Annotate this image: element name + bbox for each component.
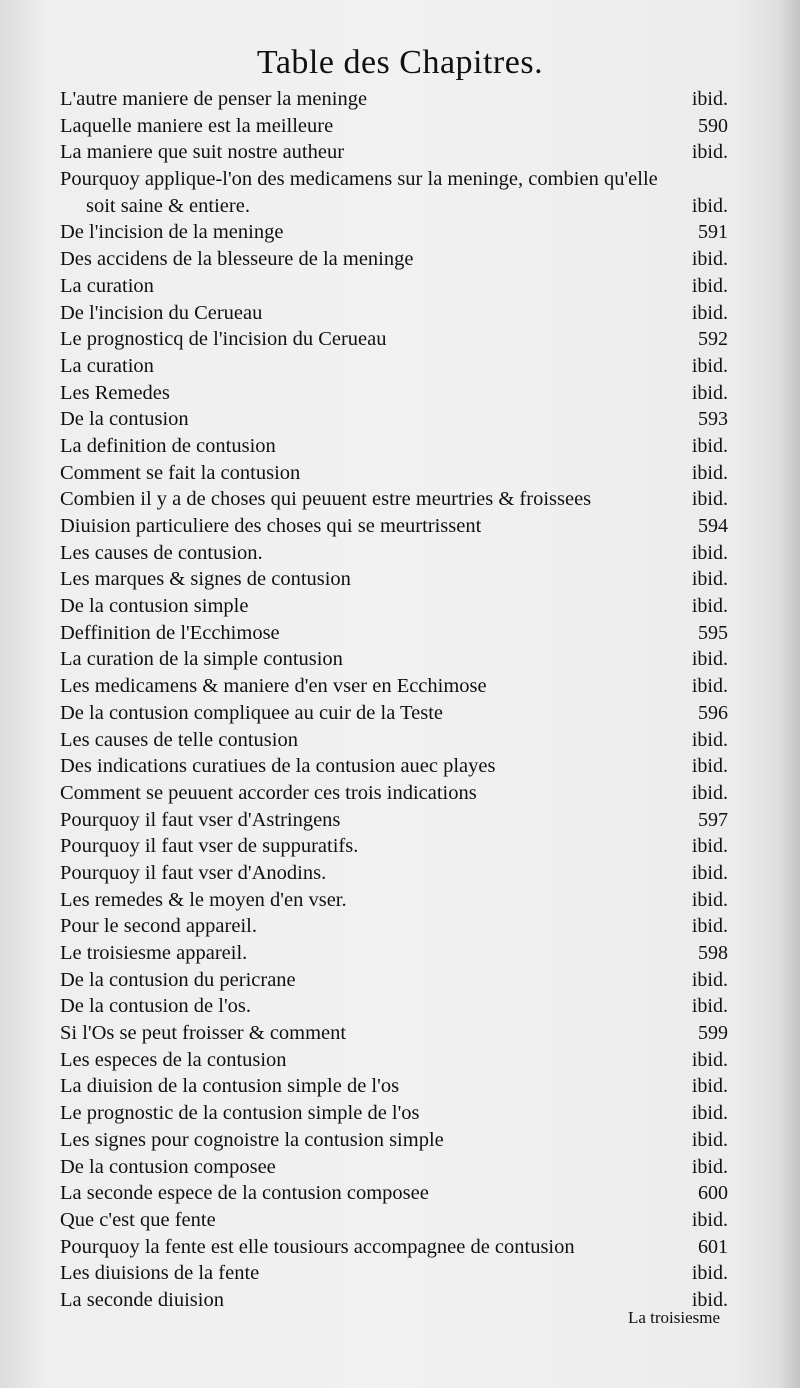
table-row xyxy=(60,593,728,620)
page-ref: ibid. xyxy=(691,194,728,217)
chapter-title: Les causes de telle contusion xyxy=(60,728,298,751)
page-ref: ibid. xyxy=(691,488,728,511)
table-row xyxy=(60,727,728,754)
chapter-title: Que c'est que fente xyxy=(60,1208,216,1231)
table-row xyxy=(60,1260,728,1287)
chapter-title: De l'incision de la meninge xyxy=(60,221,284,244)
table-row xyxy=(60,913,728,940)
page-ref: ibid. xyxy=(691,755,728,778)
page-ref: ibid. xyxy=(691,888,728,911)
page-ref: ibid. xyxy=(691,354,728,377)
table-row xyxy=(60,833,728,860)
chapter-title: Diuision particuliere des choses qui se meurtrissent xyxy=(60,515,482,537)
table-row xyxy=(60,353,728,380)
page-ref: ibid. xyxy=(691,861,728,884)
chapter-title: Si l'Os se peut froisser & comment xyxy=(60,1022,347,1045)
table-row xyxy=(60,860,728,887)
page-ref: 594 xyxy=(698,515,728,537)
chapter-title: De la contusion composee xyxy=(60,1155,276,1178)
table-row xyxy=(60,940,728,967)
page-ref: ibid. xyxy=(691,1075,728,1098)
chapter-title: Les signes pour cognoistre la contusion simple xyxy=(60,1128,444,1151)
table-row xyxy=(60,566,728,593)
chapter-title: Le prognostic de la contusion simple de l'os xyxy=(60,1102,420,1125)
table-row xyxy=(60,300,728,327)
chapter-title: De la contusion compliquee au cuir de la Teste xyxy=(60,701,444,724)
table-row xyxy=(60,1180,728,1207)
table-row xyxy=(60,193,728,220)
page-ref: ibid. xyxy=(691,1102,728,1125)
page-ref: ibid. xyxy=(691,274,728,297)
chapter-title: La curation de la simple contusion xyxy=(60,648,343,671)
chapter-title: Les marques & signes de contusion xyxy=(60,568,351,591)
chapter-title: La curation xyxy=(60,354,154,377)
table-row xyxy=(60,166,728,193)
table-row xyxy=(60,700,728,727)
page-ref: ibid. xyxy=(691,1128,728,1151)
table-row xyxy=(60,1127,728,1154)
page-ref: 590 xyxy=(698,114,728,137)
page-ref: ibid. xyxy=(691,728,728,751)
chapter-title: La curation xyxy=(60,274,154,297)
chapter-title: Pourquoy la fente est elle tousiours accompagnee de contusion xyxy=(60,1235,575,1258)
chapter-title: Le troisiesme appareil. xyxy=(60,942,248,964)
page-ref: ibid. xyxy=(691,461,728,484)
chapter-title: Les causes de contusion. xyxy=(60,541,263,564)
table-row xyxy=(60,113,728,140)
page-ref: 591 xyxy=(698,221,728,244)
table-row xyxy=(60,1100,728,1127)
table-row xyxy=(60,460,728,487)
page-ref: 593 xyxy=(698,408,728,431)
table-row xyxy=(60,406,728,433)
page-ref: 596 xyxy=(698,701,728,724)
page-ref: 595 xyxy=(698,621,728,644)
chapter-title: Pour le second appareil. xyxy=(60,915,257,938)
chapter-title: Des accidens de la blesseure de la meninge xyxy=(60,248,414,271)
chapter-title: La seconde diuision xyxy=(60,1288,224,1311)
chapter-title: De la contusion simple xyxy=(60,595,249,618)
page-ref: ibid. xyxy=(691,1288,728,1311)
page-ref: 599 xyxy=(698,1022,728,1045)
page-ref: ibid. xyxy=(691,915,728,938)
chapter-title: L'autre maniere de penser la meninge xyxy=(60,88,368,110)
chapter-title: Les medicamens & maniere d'en vser en Ecchimose xyxy=(60,675,487,698)
table-row xyxy=(60,993,728,1020)
chapter-title: La seconde espece de la contusion composee xyxy=(60,1182,429,1205)
table-row xyxy=(60,807,728,834)
catchword: La troisiesme xyxy=(627,1308,720,1327)
table-row xyxy=(60,1020,728,1047)
table-row xyxy=(60,1154,728,1181)
page-ref: ibid. xyxy=(691,141,728,164)
table-row xyxy=(60,219,728,246)
chapter-title: Le prognosticq de l'incision du Cerueau xyxy=(60,328,387,351)
chapter-title: Comment se peuuent accorder ces trois indications xyxy=(60,781,477,804)
page-ref: ibid. xyxy=(691,381,728,404)
page-ref: ibid. xyxy=(691,595,728,618)
table-row xyxy=(60,273,728,300)
page-ref: ibid. xyxy=(691,301,728,324)
table-row xyxy=(60,433,728,460)
chapter-title: Les Remedes xyxy=(60,381,170,404)
page-ref: ibid. xyxy=(691,675,728,698)
chapter-title: La definition de contusion xyxy=(60,434,276,457)
chapter-title: De la contusion du pericrane xyxy=(60,968,296,991)
page-ref: ibid. xyxy=(691,1155,728,1178)
table-row xyxy=(60,513,728,540)
table-row xyxy=(60,620,728,647)
page-title: Table des Chapitres. xyxy=(256,44,544,81)
chapter-title: Les remedes & le moyen d'en vser. xyxy=(60,888,347,911)
chapter-title: Pourquoy il faut vser de suppuratifs. xyxy=(60,835,359,858)
table-row xyxy=(60,646,728,673)
chapter-title: Pourquoy applique-l'on des medicamens sur la meninge, combien qu'elle xyxy=(60,168,658,191)
table-row xyxy=(60,1207,728,1234)
table-row xyxy=(60,967,728,994)
chapter-title: De la contusion xyxy=(60,408,189,431)
page-ref: ibid. xyxy=(691,434,728,457)
chapter-table xyxy=(60,86,728,1314)
page-ref: ibid. xyxy=(691,648,728,671)
page-ref: 597 xyxy=(698,808,728,831)
chapter-title: Combien il y a de choses qui peuuent estre meurtries & froissees xyxy=(60,488,592,511)
page-ref: ibid. xyxy=(691,835,728,858)
table-row xyxy=(60,673,728,700)
page-ref: 598 xyxy=(698,942,728,964)
page-ref: ibid. xyxy=(691,1208,728,1231)
table-row xyxy=(60,540,728,567)
page-ref: ibid. xyxy=(691,1048,728,1071)
table-row xyxy=(60,246,728,273)
chapter-title: Deffinition de l'Ecchimose xyxy=(60,621,280,644)
table-row xyxy=(60,380,728,407)
page-ref: ibid. xyxy=(691,248,728,271)
chapter-title: La diuision de la contusion simple de l'os xyxy=(60,1075,400,1098)
chapter-title: De la contusion de l'os. xyxy=(60,995,252,1018)
table-row xyxy=(60,780,728,807)
table-row xyxy=(60,139,728,166)
page-ref: 601 xyxy=(698,1235,728,1258)
table-row xyxy=(60,1047,728,1074)
page-ref: ibid. xyxy=(691,541,728,564)
chapter-title: Des indications curatiues de la contusion auec playes xyxy=(60,755,496,778)
page-edge-shadow xyxy=(778,0,800,1388)
chapter-title: Laquelle maniere est la meilleure xyxy=(60,114,334,137)
page-ref: 592 xyxy=(698,328,728,351)
page-ref: ibid. xyxy=(691,995,728,1018)
page-ref: 600 xyxy=(698,1182,728,1205)
chapter-title: soit saine & entiere. xyxy=(86,194,250,217)
table-row xyxy=(60,1073,728,1100)
page-ref: ibid. xyxy=(691,968,728,991)
table-row xyxy=(60,753,728,780)
table-row xyxy=(60,887,728,914)
chapter-title: Les especes de la contusion xyxy=(60,1048,287,1071)
page-ref: ibid. xyxy=(691,568,728,591)
chapter-title: Comment se fait la contusion xyxy=(60,461,301,484)
table-row xyxy=(60,486,728,513)
chapter-title: Pourquoy il faut vser d'Anodins. xyxy=(60,861,327,884)
page-ref: ibid. xyxy=(691,781,728,804)
table-row xyxy=(60,1234,728,1261)
chapter-title: Pourquoy il faut vser d'Astringens xyxy=(60,808,341,831)
chapter-title: La maniere que suit nostre autheur xyxy=(60,141,345,164)
table-row xyxy=(60,86,728,113)
chapter-title: Les diuisions de la fente xyxy=(60,1262,260,1285)
chapter-title: De l'incision du Cerueau xyxy=(60,301,263,324)
page-ref: ibid. xyxy=(691,1262,728,1285)
page-ref: ibid. xyxy=(691,88,728,110)
table-row xyxy=(60,326,728,353)
